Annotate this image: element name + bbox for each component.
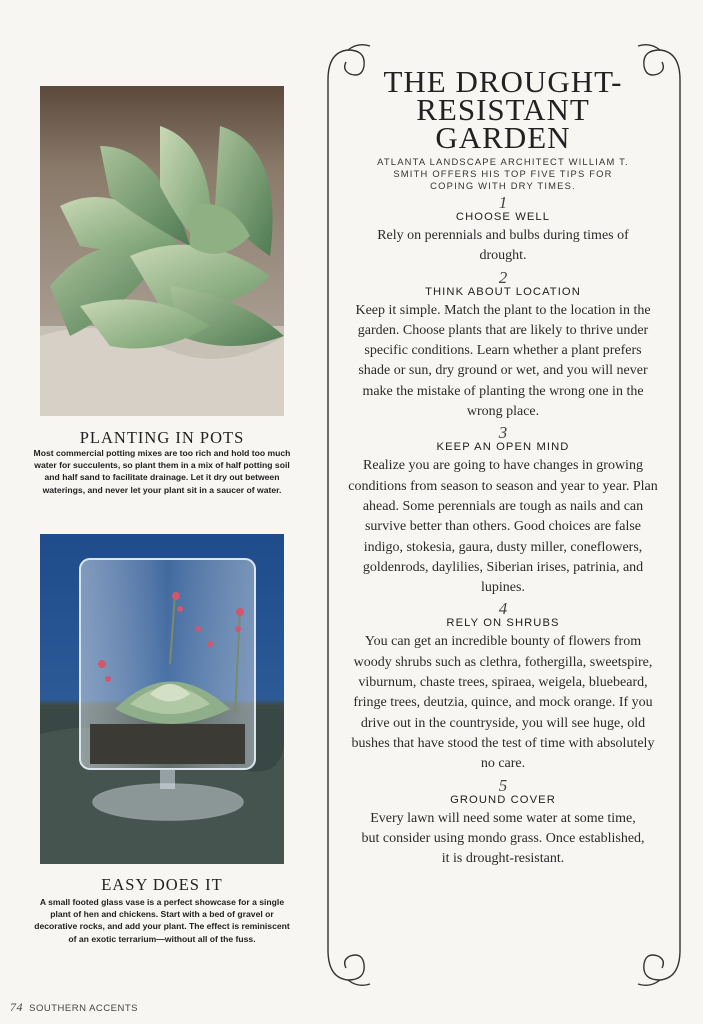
article-content [338, 62, 668, 869]
tip-heading: GROUND COVER [450, 793, 556, 806]
tip-heading: KEEP AN OPEN MIND [436, 441, 570, 454]
tip-text: Rely on perennials and bulbs during times of drought. [377, 228, 629, 264]
title-line-3: GARDEN [435, 120, 571, 155]
tip-1 [338, 195, 668, 267]
caption-title-planting-in-pots: PLANTING IN POTS [79, 428, 245, 447]
tip-number: 2 [498, 267, 508, 287]
glass-vase-photo [40, 534, 284, 864]
tip-text: Keep it simple. Match the plant to the location in the garden. Choose plants that are likely to thrive under specific conditions. Learn whether a plant prefers shade or sun, dry ground or wet, and you will never make the mistake of planting the wrong one in the wrong place. [355, 302, 651, 420]
article-subtitle: ATLANTA LANDSCAPE ARCHITECT WILLIAM T. SMITH OFFERS HIS TOP FIVE TIPS FOR COPING WITH DRY TIMES. [377, 156, 629, 191]
article-title [338, 64, 668, 155]
tip-number: 1 [498, 193, 508, 212]
page-number: 74 [10, 1000, 23, 1014]
tip-3 [338, 425, 668, 598]
tip-5 [338, 775, 668, 870]
tip-text: Every lawn will need some water at some time, but consider using mondo grass. Once established, it is drought-resistant. [361, 810, 645, 867]
tip-heading: RELY ON SHRUBS [446, 617, 560, 630]
tip-number: 3 [498, 423, 508, 443]
page-footer [10, 1000, 138, 1015]
caption-title-easy-does-it: EASY DOES IT [101, 875, 223, 894]
tip-heading: CHOOSE WELL [455, 211, 551, 223]
caption-body-planting-in-pots: Most commercial potting mixes are too rich and hold too much water for succulents, so plant them in a mix of half potting soil and half sand to facilitate drainage. Let it dry out between waterings, and never let your plant sit in a saucer of water. [33, 448, 291, 495]
tip-text: You can get an incredible bounty of flowers from woody shrubs such as clethra, fothergilla, sweetspire, viburnum, chaste trees, spiraea, weigela, bluebeard, fringe trees, deutzia, quince, and mock orange. If you drive out in the countryside, you will see huge, old bushes that have stood the test of time with absolutely no care. [351, 634, 655, 772]
tip-heading: THINK ABOUT LOCATION [425, 285, 581, 298]
title-line-2: RESISTANT [416, 92, 590, 127]
magazine-name: SOUTHERN ACCENTS [29, 1003, 138, 1014]
tip-4 [338, 601, 668, 774]
title-line-1: THE DROUGHT- [383, 64, 623, 99]
tip-number: 5 [498, 775, 508, 795]
tip-text: Realize you are going to have changes in growing conditions from season to season and year to year. Plan ahead. Some perennials are tough as nails and can survive better than others. Good choices are false indigo, stokesia, gaura, dusty miller, coneflowers, goldenrods, daylilies, Siberian irises, patrinia, and lupines. [348, 458, 658, 596]
succulent-photo [40, 86, 284, 416]
caption-body-easy-does-it: A small footed glass vase is a perfect showcase for a single plant of hen and chickens. Start with a bed of gravel or decorative rocks, and add your plant. The effect is reminiscent of an exotic terrarium—without all of the fuss. [34, 897, 290, 944]
tip-2 [338, 267, 668, 423]
tip-number: 4 [498, 599, 508, 619]
